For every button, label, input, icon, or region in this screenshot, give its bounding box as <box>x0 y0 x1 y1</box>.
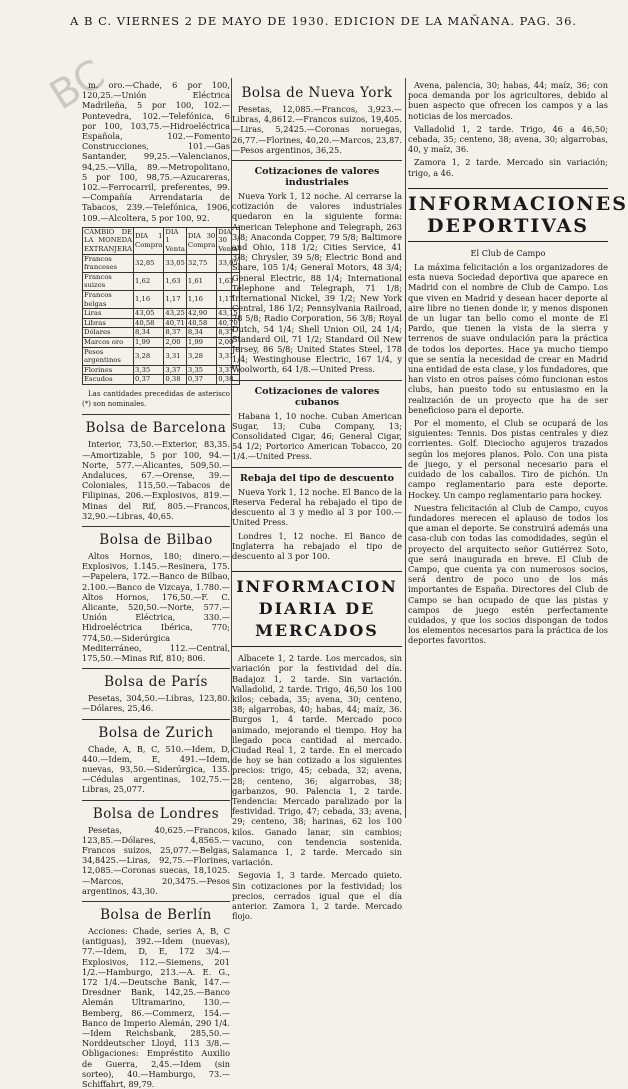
table-cell: 1,63 <box>164 272 186 290</box>
discount-heading: Rebaja del tipo de descuento <box>240 472 394 484</box>
table-cell: 1,17 <box>217 291 239 309</box>
zamora-text: Zamora 1, 2 tarde. Mercado sin variación; trigo, a 46. <box>408 157 608 178</box>
table-cell: 1,63 <box>217 272 239 290</box>
table-row <box>83 375 240 385</box>
table-cell: 43,25 <box>165 309 185 318</box>
table-cell: Francos franceses <box>83 254 134 272</box>
currency-table <box>82 227 240 385</box>
table-cell: 3,37 <box>217 365 239 375</box>
table-cell: 0,37 <box>134 375 164 385</box>
table-cell: 40,58 <box>134 318 164 328</box>
table-cell: 40,58 <box>186 318 216 328</box>
table-header: DIA 1 Compra <box>134 227 164 254</box>
divider <box>232 380 402 381</box>
column-rule <box>405 78 406 818</box>
discount-text-london: Londres 1, 12 noche. El Banco de Inglaterra ha rebajado el tipo de descuento al 3 por 100. <box>232 530 402 561</box>
table-cell: 40,70 <box>218 318 238 327</box>
table-cell: 3,37 <box>164 365 186 375</box>
table-row <box>83 309 240 319</box>
industrial-text: Nueva York 1, 12 noche. Al cerrarse la cotización de valores industriales quedaron en la siguiente forma: American Telephone and Telegraph, 263 3/8; Anaconda Copper, 79 5/8; Baltimore and Ohio, 118 1/2; Cities Service, 41 3/8; Chrysler, 39 5/8; Electric Bond and Share, 105 1/4; General Motors, 48 3/4; General Electric, 88 1/4; International Telephone and Telegraph, 71 1/8; International Nickel, 39 1/2; New York Central, 186 1/2; Pennsylvania Railroad, 78 5/8; Radio Corporation, 56 3/8; Royal Dutch, 54 1/4; Shell Union Oil, 24 1/4; Standard Oil, 71 1/2; Standard Oil New Jersey, 86 5/8; United States Steel, 178 1/4; Westinghouse Electric, 167 1/4, y Woolworth, 64 1/8.—United Press. <box>232 191 402 375</box>
bilbao-heading: Bolsa de Bilbao <box>99 531 213 548</box>
table-cell: 33,05 <box>217 254 239 272</box>
table-note: Las cantidades precedidas de asterisco (*) son nominales. <box>82 389 230 409</box>
markets-text: Albacete 1, 2 tarde. Los mercados, sin variación por la festividad del día. Badajoz 1, 2 tarde. Sin variación. Valladolid, 2 tarde. Trigo, 46,50 los 100 kilos; cebada, 35; avena, 30; centeno, 38; algarrobas, 40; habas, 44; maíz, 36. Burgos 1, 4 tarde. Mercado poco animado, mejorando el tiempo. Hoy ha llegado poca cantidad al mercado. Ciudad Real 1, 2 tarde. En el mercado de hoy se han cotizado a los siguientes precios: trigo, 45; cebada, 32; avena, 28; centeno, 36; algarrobas, 38; garbanzos, 90. Palencia 1, 2 tarde. Tendencia: Mercado paralizado por la festividad. Trigo, 47; cebada, 33; avena, 29; centeno, 38; harinas, 62 los 100 kilos. Ganado lanar, sin cambios; vacuno, con tendencia sostenida. Salamanca 1, 2 tarde. Mercado sin variación. <box>232 653 402 868</box>
table-cell: 3,31 <box>217 347 239 365</box>
table-cell: 8,37 <box>217 328 239 338</box>
table-cell: 33,05 <box>164 254 186 272</box>
divider <box>82 800 230 801</box>
table-cell: 1,16 <box>134 291 164 309</box>
divider <box>82 719 230 720</box>
divider <box>232 160 402 161</box>
valladolid-text: Valladolid 1, 2 tarde. Trigo, 46 a 46,50; cebada, 35; centeno, 38; avena, 30; algarrobas, 40, y maíz, 36. <box>408 123 608 155</box>
table-cell: 1,62 <box>134 272 164 290</box>
table-cell: 8,34 <box>134 328 164 338</box>
table-cell: 1,99 <box>186 337 216 347</box>
zurich-text: Chade, A, B, C, 510.—Idem, D, 440.—Idem, E, 491.—Idem, nuevas, 93,50.—Siderúrgica, 135.—Cédulas argentinas, 102,75.—Libras, 25,077. <box>82 743 230 795</box>
table-cell: 1,17 <box>164 291 186 309</box>
club-text-2: Por el momento, el Club se ocupará de los siguientes: Tennis. Dos pistas centrales y diez corrientes. Golf. Dieciocho agujeros trazados según los mejores planos. Polo. Con una pista de juego, y el personal necesario para el cuidado de los caballos. Tiro de pichón. Un campo reglamentario para este deporte. Hockey. Un campo reglamentario para hockey. <box>408 418 608 500</box>
table-cell: Dólares <box>83 328 134 338</box>
divider <box>82 901 230 902</box>
markets-heading: INFORMACION DIARIA DE MERCADOS <box>232 571 402 647</box>
zurich-heading: Bolsa de Zurich <box>98 724 214 741</box>
table-cell: 32,75 <box>186 254 216 272</box>
table-cell: 0,38 <box>164 375 186 385</box>
table-cell: 40,71 <box>165 318 185 327</box>
table-cell: 0,38 <box>217 375 239 385</box>
divider <box>82 414 230 415</box>
table-cell: 8,34 <box>186 328 216 338</box>
intro-paragraph: m. oro.—Chade, 6 por 100, 120,25.—Unión Eléctrica Madrileña, 5 por 100, 102.—Pontevedra, 102.—Telefónica, 6 por 100, 103,75.—Hidroeléctrica Española, 102.—Fomento Construcciones, 101.—Gas Santander, 99,25.—Valencianos, 94,25.—Villa, 89.—Metropolitano, 5 por 100, 98,75.—Azucareras, 102.—Ferrocarril, preferentes, 99.—Compañía Arrendataria de Tabacos, 239.—Telefónica, 1906, 109.—Alcoltera, 5 por 100, 92. <box>82 80 230 223</box>
table-cell: 3,35 <box>186 365 216 375</box>
table-row <box>83 254 240 272</box>
table-header: DIA 1 Venta <box>165 227 185 254</box>
newyork-text: Pesetas, 12,085.—Francos, 3,923.—Libras, 4,8612.—Francos suizos, 19,405.—Liras, 5,2425.—Coronas noruegas, 26,77.—Florines, 40,20.—Marcos, 23,87.—Pesos argentinos, 36,25. <box>232 104 402 155</box>
bilbao-text: Altos Hornos, 180; dinero.—Explosivos, 1.145.—Resinera, 175.—Papelera, 172.—Banco de Bilbao, 2.100.—Banco de Vizcaya, 1.780.—Altos Hornos, 176,50.—F. C. Alicante, 520,50.—Norte, 577.—Unión Eléctrica, 330.—Hidroeléctrica Ibérica, 770; 774,50.—Siderúrgica Mediterráneo, 112.—Central, 175,50.—Minas Rif, 810; 806. <box>82 550 230 663</box>
table-cell: Florines <box>83 365 134 375</box>
table-cell: 43,05 <box>134 309 164 319</box>
column-2 <box>232 80 402 922</box>
londres-text: Pesetas, 40,625.—Francos, 123,85.—Dólares, 4,8565.—Francos suizos, 25,077.—Belgas, 34,8425.—Liras, 92,75.—Florines, 12,085.—Coronas suecas, 18,1025.—Marcos, 20,3475.—Pesos argentinos, 43,30. <box>82 824 230 896</box>
table-cell: 42,90 <box>186 309 216 319</box>
paris-text: Pesetas, 304,50.—Libras, 123,80.—Dólares, 25,46. <box>82 693 230 714</box>
table-row <box>83 291 240 309</box>
markets-text-2: Segovia 1, 3 tarde. Mercado quieto. Sin cotizaciones por la festividad; los precios, cerrados igual que el día anterior. Zamora 1, 2 tarde. Mercado flojo. <box>232 870 402 922</box>
club-subheading: El Club de Campo <box>470 247 546 258</box>
table-row <box>83 365 240 375</box>
currency-table-body <box>83 254 240 384</box>
table-cell: 1,61 <box>186 272 216 290</box>
industrial-heading: Cotizaciones de valores industriales <box>254 166 380 189</box>
table-cell: 3,28 <box>134 347 164 365</box>
divider <box>82 526 230 527</box>
table-cell: 1,16 <box>186 291 216 309</box>
club-text: La máxima felicitación a los organizadores de esta nueva Sociedad deportiva que aparece en Madrid con el nombre de Club de Campo. Los que viven en Madrid y desean hacer deporte al aire libre no tienen donde ir, y menos disponen de un lugar tan bello como el monte de El Pardo, que tienen la vista de la sierra y terrenos de suave ondulación para la práctica de todos los deportes. Hace ya mucho tiempo que se sentía la necesidad de crear en Madrid una entidad de esta clase, y los fundadores, que han visto en otros países cómo funcionan estos clubs, han puesto todo su entusiasmo en la realización de un proyecto que ha de ser beneficioso para el deporte. <box>408 262 608 415</box>
berlin-heading: Bolsa de Berlín <box>100 907 212 924</box>
table-cell: 32,85 <box>134 254 164 272</box>
table-cell: 1,99 <box>134 337 164 347</box>
barcelona-text: Interior, 73,50.—Exterior, 83,35.—Amortizable, 5 por 100, 94.—Norte, 577.—Alicantes, 509,50.—Andaluces, 67.—Orense, 39.—Coloniales, 115,50.—Tabacos de Filipinas, 206.—Explosivos, 819.—Minas del Rif, 805.—Francos, 32,90.—Libras, 40,65. <box>82 439 230 521</box>
table-cell: 0,37 <box>186 375 216 385</box>
paris-heading: Bolsa de París <box>104 674 208 691</box>
table-cell: 2,00 <box>217 337 239 347</box>
table-cell: 3,28 <box>186 347 216 365</box>
discount-text: Nueva York 1, 12 noche. El Banco de la Reserva Federal ha rebajado el tipo de descuento al 3 y medio al 3 por 100.—United Press. <box>232 486 402 528</box>
table-row <box>83 337 240 347</box>
table-header: DIA 30 Compra <box>186 227 216 254</box>
newyork-heading: Bolsa de Nueva York <box>241 85 393 101</box>
club-text-3: Nuestra felicitación al Club de Campo, cuyos fundadores merecen el aplauso de todos los que aman el deporte. Se construirá además una casa-club con todas las comodidades, según el proyecto del arquitecto señor Gutiérrez Soto, que será inaugurada en breve. El Club de Campo, que cuenta ya con numerosos socios, será dentro de poco uno de los más importantes de España. Directores del Club de Campo se han ocupado de que las pistas y campos de juego estén perfectamente cuidados, y que los socios dispongan de todos los elementos necesarios para la práctica de los deportes favoritos. <box>408 502 608 646</box>
column-3 <box>408 80 628 820</box>
page-header: A B C. VIERNES 2 DE MAYO DE 1930. EDICION DE LA MAÑANA. PAG. 36. <box>70 14 578 28</box>
table-cell: Libras <box>83 318 134 328</box>
berlin-text: Acciones: Chade, series A, B, C (antiguas), 392.—Idem (nuevas), 77.—Idem, D, E, 172 3/4.—Explosivos, 112.—Siemens, 201 1/2.—Hamburgo, 213.—A. E. G., 172 1/4.—Deutsche Bank, 147.—Dresdner Bank, 142,25.—Banco Alemán Ultramarino, 130.—Bemberg, 86.—Commerz, 154.—Banco de Imperio Alemán, 290 1/4.—Idem Reichsbank, 285,50.—Norddeutscher Lloyd, 113 3/8.—Obligaciones: Empréstito Auxilio de Guerra, 2,45.—Idem (sin sorteo), 40.—Hamburgo, 73.—Schiffahrt, 89,79. <box>82 926 230 1089</box>
table-row <box>83 318 240 328</box>
table-cell: Francos belgas <box>83 291 134 309</box>
table-cell: 43,15 <box>218 309 238 318</box>
table-row <box>83 328 240 338</box>
column-1 <box>82 80 238 1089</box>
table-cell: Francos suizos <box>83 272 134 290</box>
divider <box>82 668 230 669</box>
sports-heading: INFORMACIONES DEPORTIVAS <box>408 188 608 242</box>
table-cell: 2,00 <box>164 337 186 347</box>
londres-heading: Bolsa de Londres <box>92 805 220 822</box>
table-cell: Marcos oro <box>83 337 134 347</box>
barcelona-heading: Bolsa de Barcelona <box>85 420 227 437</box>
table-cell: Escudos <box>83 375 134 385</box>
table-cell: Pesos argentinos <box>83 347 134 365</box>
table-header: CAMBIO DE LA MONEDA EXTRANJERA <box>84 227 133 254</box>
cuban-heading: Cotizaciones de valores cubanos <box>254 385 380 408</box>
table-cell: 3,35 <box>134 365 164 375</box>
table-cell: 3,31 <box>164 347 186 365</box>
markets-continued: Avena, palencia, 30; habas, 44; maíz, 36; con poca demanda por los agricultores, debido al buen aspecto que ofrecen los campos y a las noticias de los mercados. <box>408 80 608 121</box>
table-row <box>83 347 240 365</box>
table-cell: Liras <box>83 309 134 319</box>
table-cell: 8,37 <box>164 328 186 338</box>
table-header: DIA 30 Venta <box>218 227 238 254</box>
divider <box>232 467 402 468</box>
library-stamp-watermark: BC <box>42 51 113 120</box>
cuban-text: Habana 1, 10 noche. Cuban American Sugar, 13; Cuba Company, 13; Consolidated Cigar, 46; General Cigar, 54 1/2; Portorico American Tobacco, 20 1/4.—United Press. <box>232 410 402 462</box>
table-row <box>83 272 240 290</box>
